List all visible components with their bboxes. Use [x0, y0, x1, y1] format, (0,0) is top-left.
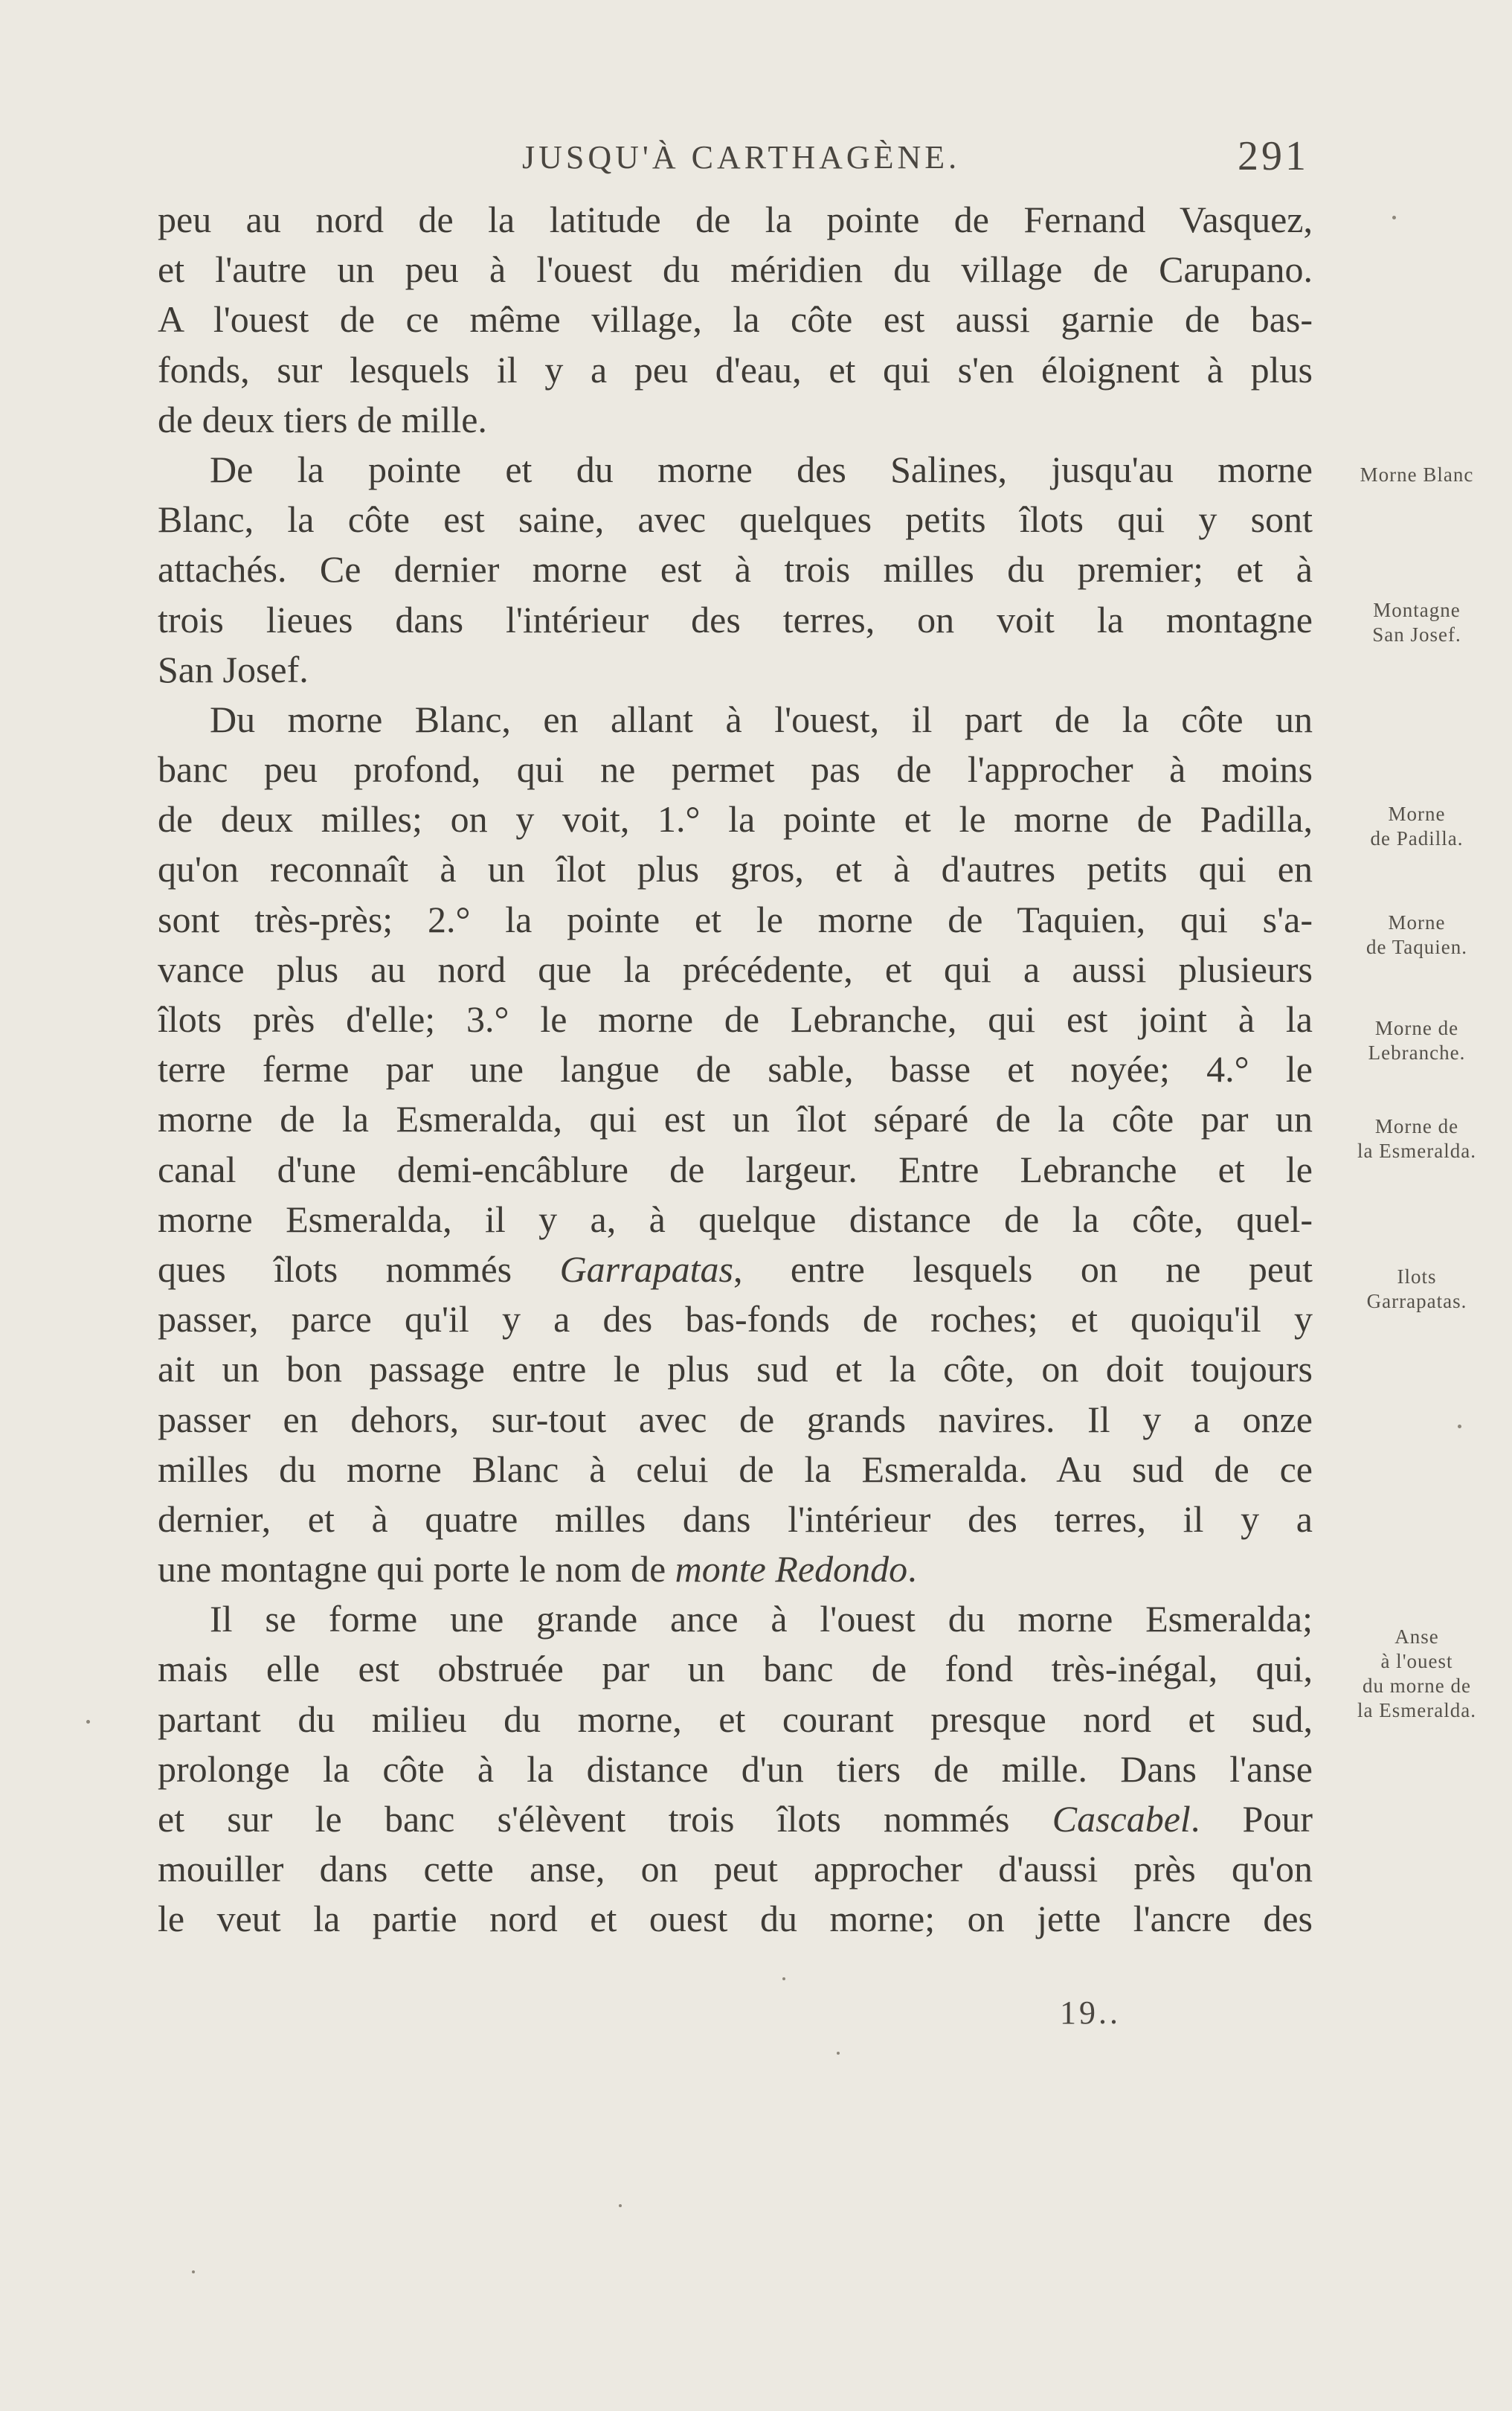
text-line: morne Esmeralda, il y a, à quelque distance de la côte, quel-: [158, 1198, 1313, 1240]
text-line: sont très-près; 2.° la pointe et le morne de Taquien, qui s'a-: [158, 898, 1313, 940]
text-line: et l'autre un peu à l'ouest du méridien du village de Carupano.: [158, 248, 1313, 291]
text-line: fonds, sur lesquels il y a peu d'eau, et qui s'en éloignent à plus: [158, 348, 1313, 391]
margin-note-line: Montagne: [1373, 599, 1461, 621]
paper-speck: [1458, 1425, 1461, 1428]
italic-term: monte Redondo: [675, 1548, 908, 1590]
paper-speck: [86, 1720, 90, 1724]
italic-term: Cascabel: [1052, 1798, 1191, 1840]
text-line: le veut la partie nord et ouest du morne; on jette l'ancre des: [158, 1898, 1313, 1940]
margin-note-line: Morne de: [1374, 1017, 1459, 1039]
paper-speck: [837, 2052, 840, 2055]
page-number: 291: [1238, 133, 1309, 179]
text-line: de deux tiers de mille.: [158, 398, 487, 440]
text-line: passer, parce qu'il y a des bas-fonds de roches; et quoiqu'il y: [158, 1298, 1313, 1341]
margin-note-taquien: [1328, 911, 1506, 960]
text-line: De la pointe et du morne des Salines, jusqu'au morne: [210, 448, 1313, 490]
margin-note-esmeralda: [1328, 1114, 1506, 1163]
text-line: A l'ouest de ce même village, la côte est aussi garnie de bas-: [158, 298, 1313, 341]
margin-note-line: de Taquien.: [1365, 936, 1468, 958]
text-line: trois lieues dans l'intérieur des terres, on voit la montagne: [158, 598, 1313, 641]
text-line: partant du milieu du morne, et courant presque nord et sud,: [158, 1698, 1313, 1740]
margin-note-padilla: [1328, 802, 1506, 851]
text-line: mouiller dans cette anse, on peut approcher d'aussi près qu'on: [158, 1848, 1313, 1890]
paper-speck: [1392, 216, 1396, 219]
margin-note-san-josef: [1328, 598, 1506, 647]
margin-note-lebranche: [1328, 1016, 1506, 1065]
margin-note-line: de Padilla.: [1370, 827, 1464, 850]
page-header: [158, 132, 1309, 177]
margin-note-anse: [1328, 1625, 1506, 1723]
margin-note-morne-blanc: [1328, 463, 1506, 487]
margin-note-garrapatas: [1328, 1265, 1506, 1314]
margin-note-line: Morne: [1388, 911, 1446, 934]
text-line: peu au nord de la latitude de la pointe de Fernand Vasquez,: [158, 199, 1313, 240]
signature-mark: 19..: [1060, 1994, 1121, 2031]
text-line: Blanc, la côte est saine, avec quelques petits îlots qui y sont: [158, 498, 1313, 541]
margin-note-line: la Esmeralda.: [1357, 1140, 1476, 1162]
margin-note-line: Garrapatas.: [1366, 1290, 1467, 1312]
margin-note-line: la Esmeralda.: [1357, 1699, 1476, 1721]
text-line: Du morne Blanc, en allant à l'ouest, il part de la côte un: [210, 698, 1313, 740]
text-line: une montagne qui porte le nom de monte Redondo.: [158, 1548, 917, 1590]
margin-note-line: San Josef.: [1372, 623, 1461, 646]
text-line: passer en dehors, sur-tout avec de grands navires. Il y a onze: [158, 1398, 1313, 1440]
text-line: banc peu profond, qui ne permet pas de l'approcher à moins: [158, 748, 1313, 791]
text-line: San Josef.: [158, 648, 309, 690]
text-line: vance plus au nord que la précédente, et qui a aussi plusieurs: [158, 948, 1313, 990]
margin-note-line: Morne de: [1374, 1115, 1459, 1137]
text-line: attachés. Ce dernier morne est à trois milles du premier; et à: [158, 548, 1313, 591]
paper-speck: [782, 1977, 785, 1980]
running-title: JUSQU'À CARTHAGÈNE.: [522, 139, 961, 176]
text-line: morne de la Esmeralda, qui est un îlot séparé de la côte par un: [158, 1098, 1313, 1140]
text-line: canal d'une demi-encâblure de largeur. Entre Lebranche et le: [158, 1148, 1313, 1190]
margin-note-line: à l'ouest: [1380, 1650, 1453, 1672]
margin-note-line: Morne: [1388, 803, 1446, 825]
text-line: milles du morne Blanc à celui de la Esmeralda. Au sud de ce: [158, 1448, 1313, 1490]
margin-note-line: Ilots: [1397, 1265, 1437, 1288]
paper-speck: [619, 2204, 622, 2207]
body-text: [158, 195, 1313, 1945]
text-line: qu'on reconnaît à un îlot plus gros, et à d'autres petits qui en: [158, 848, 1313, 890]
paper-speck: [192, 2270, 195, 2273]
margin-note-line: Morne Blanc: [1360, 463, 1474, 486]
text-line: ait un bon passage entre le plus sud et la côte, on doit toujours: [158, 1348, 1313, 1390]
text-line: îlots près d'elle; 3.° le morne de Lebranche, qui est joint à la: [158, 998, 1313, 1040]
italic-term: Garrapatas: [559, 1248, 733, 1290]
margin-note-line: du morne de: [1363, 1675, 1471, 1697]
text-line: Il se forme une grande ance à l'ouest du morne Esmeralda;: [210, 1598, 1313, 1640]
text-line: et sur le banc s'élèvent trois îlots nommés Cascabel. Pour: [158, 1798, 1313, 1840]
text-line: de deux milles; on y voit, 1.° la pointe et le morne de Padilla,: [158, 798, 1313, 841]
text-line: mais elle est obstruée par un banc de fond très-inégal, qui,: [158, 1648, 1313, 1690]
margin-note-line: Anse: [1394, 1625, 1439, 1648]
text-line: ques îlots nommés Garrapatas, entre lesquels on ne peut: [158, 1248, 1313, 1290]
margin-note-line: Lebranche.: [1368, 1041, 1466, 1064]
text-line: terre ferme par une langue de sable, basse et noyée; 4.° le: [158, 1048, 1313, 1091]
text-line: dernier, et à quatre milles dans l'intérieur des terres, il y a: [158, 1497, 1313, 1540]
text-line: prolonge la côte à la distance d'un tiers de mille. Dans l'anse: [158, 1747, 1313, 1790]
